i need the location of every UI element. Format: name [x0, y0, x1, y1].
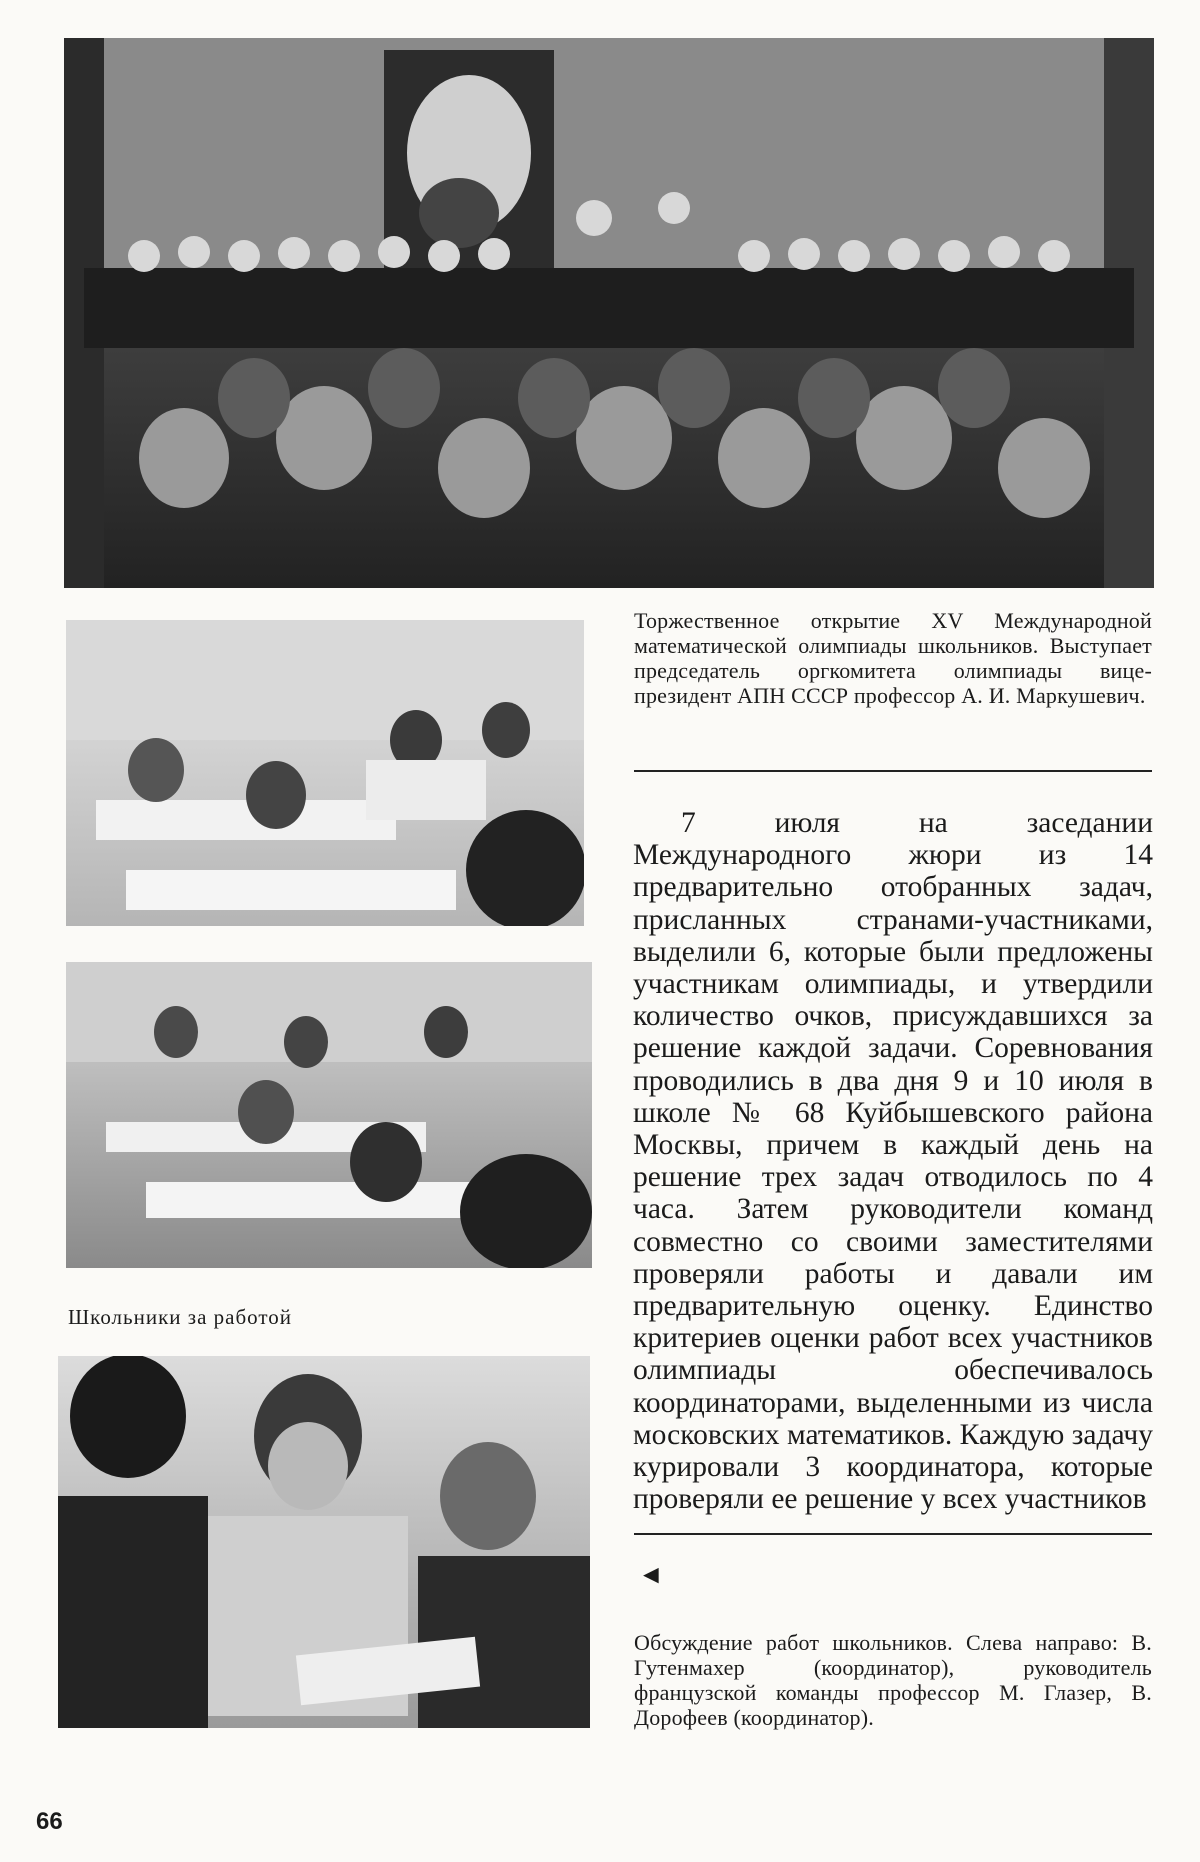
ceremony-photo: [64, 38, 1154, 588]
divider: [634, 770, 1152, 772]
divider-bottom: [634, 1533, 1152, 1535]
ceremony-caption-text: Торжественное открытие XV Международной математической олимпиады школьников. Выступает председатель оргкомитета олимпиады вице-президент АПН СССР профессор А. И. Маркушевич.: [634, 608, 1152, 708]
ceremony-caption: [634, 608, 1152, 708]
left-arrow-icon: ◄: [638, 1560, 664, 1589]
page-number: 66: [36, 1808, 63, 1835]
article-body: [633, 807, 1153, 1515]
discussion-photo: [58, 1356, 590, 1728]
students-photo-1: [66, 620, 584, 926]
discussion-caption-text: Обсуждение работ школьников. Слева направо: В. Гутенмахер (координатор), руководитель французской команды профессор М. Глазер, В. Дорофеев (координатор).: [634, 1630, 1152, 1730]
article-paragraph: 7 июля на заседании Международного жюри из 14 предварительно отобранных задач, присланных странами-участниками, выделили 6, которые были предложены участникам олимпиады, и утвердили количество очков, присуждавшихся за решение каждой задачи. Соревнования проводились в два дня 9 и 10 июля в школе № 68 Куйбышевского района Москвы, причем в каждый день на решение трех задач отводилось по 4 часа. Затем руководители команд совместно со своими заместителями проверяли работы и давали им предварительную оценку. Единство критериев оценки работ всех участников олимпиады обеспечивалось координаторами, выделенными из числа московских математиков. Каждую задачу курировали 3 координатора, которые проверяли ее решение у всех участников: [633, 807, 1153, 1516]
students-photo-2: [66, 962, 592, 1268]
students-caption: Школьники за работой: [68, 1305, 293, 1329]
discussion-caption: [634, 1630, 1152, 1730]
